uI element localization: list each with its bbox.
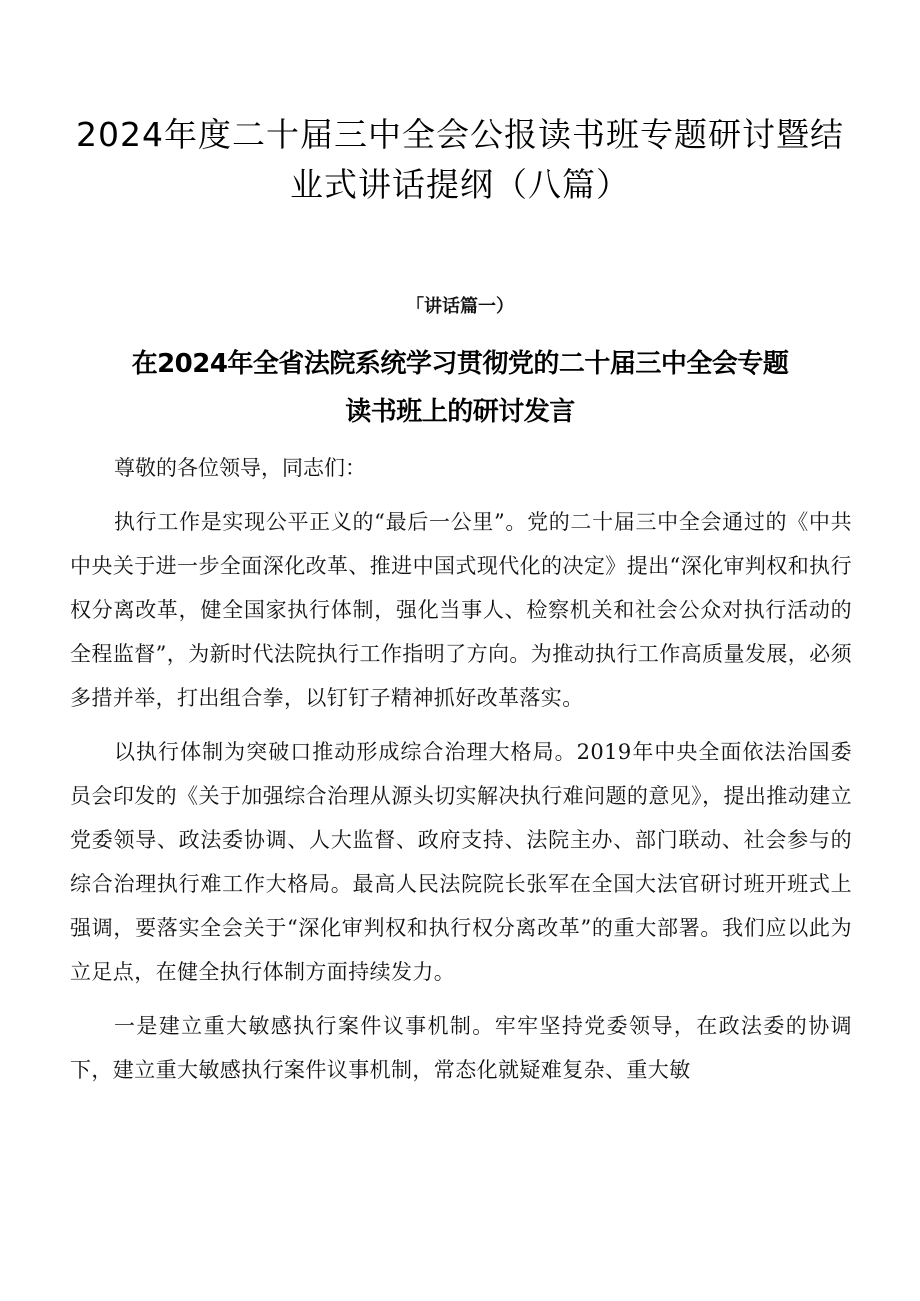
paragraph-2: 以执行体制为突破口推动形成综合治理大格局。2019年中央全面依法治国委员会印发的《关于加强综合治理从源头切实解决执行难问题的意见》，提出推动建立党委领导、政法委协调、人大监督、政府支持、法院主办、部门联动、社会参与的综合治理执行难工作大格局。最高人民法院院长张军在全国大法官研讨班开班式上强调，要落实全会关于“深化审判权和执行权分离改革”的重大部署。我们应以此为立足点，在健全执行体制方面持续发力。: [70, 740, 852, 984]
paragraph-1: 执行工作是实现公平正义的“最后一公里”。党的二十届三中全会通过的《中共中央关于进一步全面深化改革、推进中国式现代化的决定》提出“深化审判权和执行权分离改革，健全国家执行体制，强化当事人、检察机关和社会公众对执行活动的全程监督”，为新时代法院执行工作指明了方向。为推动执行工作高质量发展，必须多措并举，打出组合拳，以钉钉子精神抓好改革落实。: [70, 510, 852, 710]
section-label: 「讲话篇一）: [406, 296, 514, 317]
document-title: 2024年度二十届三中全会公报读书班专题研讨暨结业式讲话提纲（八篇）: [76, 115, 844, 204]
paragraph-3: 一是建立重大敏感执行案件议事机制。牢牢坚持党委领导，在政法委的协调下，建立重大敏感执行案件议事机制，常态化就疑难复杂、重大敏: [70, 1014, 852, 1082]
speech-title: 在2024年全省法院系统学习贯彻党的二十届三中全会专题读书班上的研讨发言: [131, 349, 789, 427]
body-text: [70, 446, 852, 1102]
salutation: 尊敬的各位领导，同志们：: [114, 456, 366, 480]
